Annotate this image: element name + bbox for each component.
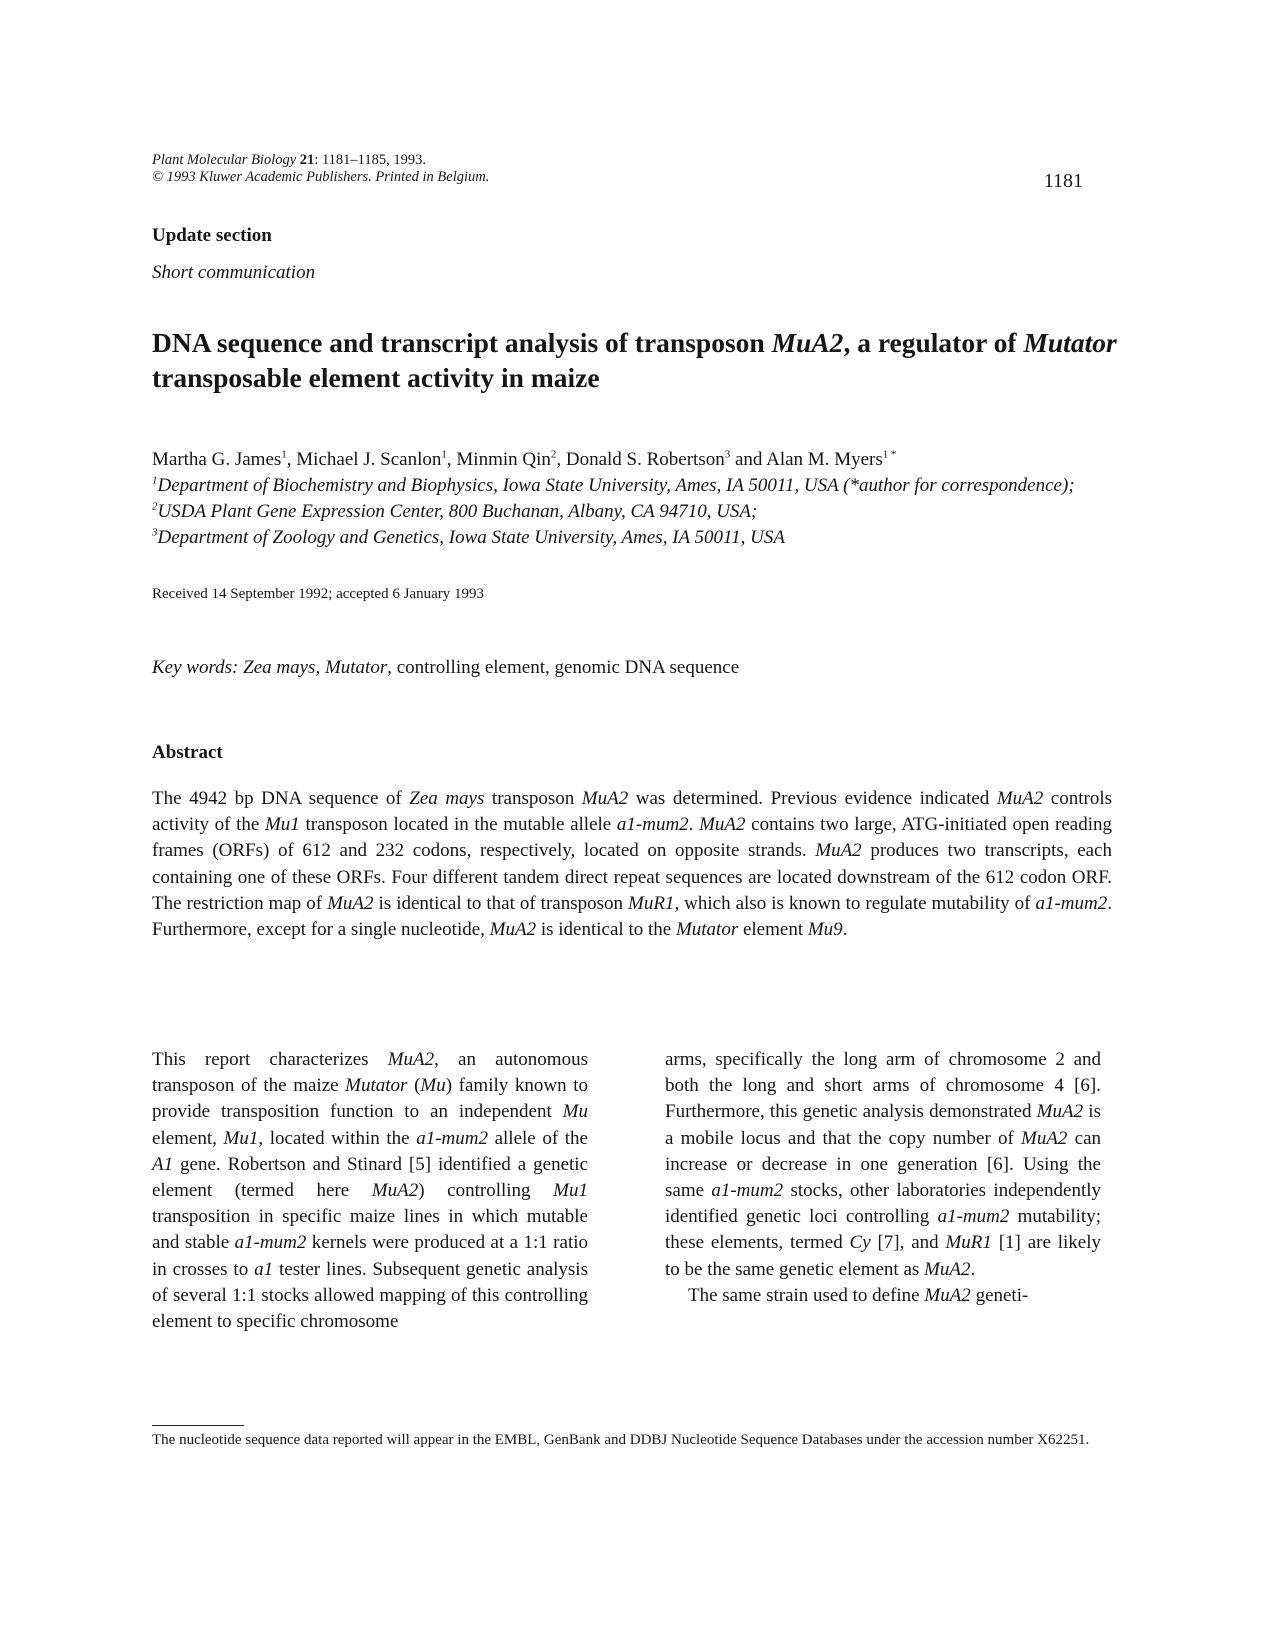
italic-term: MuA2 [996, 788, 1044, 809]
keyword-rest: , controlling element, genomic DNA sequence [387, 657, 740, 678]
body-paragraph: arms, specifically the long arm of chromosome 2 and both the long and short arms of chromosome 4 [6]. Furthermore, this genetic analysis demonstrated MuA2 is a mobile locus and that the copy number of MuA2 can increase or decrease in one generation [6]. Using the same a1-mum2 stocks, other laboratories independently identified genetic loci controlling a1-mum2 mutability; these elements, termed Cy [7], and MuR1 [1] are likely to be the same genetic element as MuA2. [665, 1049, 1101, 1280]
italic-term: MuA2 [581, 788, 629, 809]
abstract-text: The 4942 bp DNA sequence of Zea mays transposon MuA2 was determined. Previous evidence indicated MuA2 controls activity of the Mu1 transposon located in the mutable allele a1-mum2. MuA2 contains two large, ATG-initiated open reading frames (ORFs) of 612 and 232 codons, respectively, located on opposite strands. MuA2 produces two transcripts, each containing one of these ORFs. Four different tandem direct repeat sequences are located downstream of the 612 codon ORF. The restriction map of MuA2 is identical to that of transposon MuR1, which also is known to regulate mutability of a1-mum2. Furthermore, except for a single nucleotide, MuA2 is identical to the Mutator element Mu9. [152, 788, 1113, 941]
italic-term: Mu1 [264, 814, 300, 836]
footnote: The nucleotide sequence data reported will appear in the EMBL, GenBank and DDBJ Nucleotide Sequence Databases under the accession number X62251. [152, 1432, 1090, 1448]
affil-sup: 3 [152, 526, 158, 539]
keywords [152, 657, 739, 679]
abstract-heading: Abstract [152, 742, 223, 763]
keyword-italic: Mutator [324, 657, 388, 678]
page-number: 1181 [1043, 170, 1083, 192]
title-text-2: , a regulator of [843, 327, 1024, 358]
italic-term: Mu [420, 1075, 446, 1097]
title-text-1: DNA sequence and transcript analysis of transposon [152, 327, 772, 358]
italic-term: MuR1 [628, 892, 675, 914]
journal-citation [152, 152, 489, 186]
italic-term: MuA2 [327, 892, 374, 914]
title-italic-1: MuA2 [771, 327, 844, 358]
journal-line-1 [152, 152, 489, 169]
affiliation-3: Department of Zoology and Genetics, Iowa State University, Ames, IA 50011, USA [157, 527, 785, 548]
italic-term: MuA2 [924, 1284, 971, 1306]
author-sup: 1 [281, 448, 287, 461]
author-name: Minmin Qin [456, 449, 551, 470]
journal-volume: 21 [299, 152, 315, 168]
italic-term: MuA2 [371, 1180, 419, 1202]
italic-term: MuA2 [1021, 1127, 1068, 1149]
body-column-right [665, 1047, 1101, 1309]
italic-term: Zea mays [409, 788, 485, 809]
paper-title [152, 325, 1122, 395]
body-column-left [152, 1047, 588, 1335]
italic-term: A1 [152, 1153, 174, 1175]
title-italic-2: Mutator [1023, 327, 1117, 358]
italic-term: Mu1 [553, 1180, 588, 1202]
italic-term: a1-mum2 [711, 1180, 784, 1202]
section-heading: Update section [152, 225, 272, 246]
italic-term: MuA2 [815, 840, 862, 862]
keyword-italic: Zea mays [243, 657, 316, 678]
body-paragraph: This report characterizes MuA2, an autonomous transposon of the maize Mutator (Mu) family known to provide transposition function to an independent Mu element, Mu1, located within the a1-mum2 allele of the A1 gene. Robertson and Stinard [5] identified a genetic element (termed here MuA2) controlling Mu1 transposition in specific maize lines in which mutable and stable a1-mum2 kernels were produced at a 1:1 ratio in crosses to a1 tester lines. Subsequent genetic analysis of several 1:1 stocks allowed mapping of this controlling element to specific chromosome [152, 1049, 588, 1333]
journal-name: Plant Molecular Biology [152, 152, 297, 168]
italic-term: MuA2 [699, 814, 746, 836]
affiliation-1: Department of Biochemistry and Biophysics, Iowa State University, Ames, IA 50011, USA (*author for correspondence); [157, 475, 1075, 496]
italic-term: Mu [562, 1101, 588, 1123]
affil-sup: 1 [152, 474, 158, 487]
italic-term: Mu9 [807, 919, 843, 941]
affil-sup: 2 [152, 500, 158, 513]
received-dates: Received 14 September 1992; accepted 6 January 1993 [152, 586, 484, 602]
author-conjunction: and [734, 449, 763, 470]
italic-term: a1-mum2 [1035, 892, 1108, 914]
italic-term: MuA2 [489, 919, 537, 941]
italic-term: a1-mum2 [416, 1127, 488, 1149]
keywords-label: Key words: [152, 657, 239, 678]
italic-term: MuA2 [1036, 1101, 1084, 1123]
italic-term: MuA2 [387, 1049, 435, 1070]
subsection-heading: Short communication [152, 262, 316, 283]
italic-term: a1-mum2 [616, 814, 689, 836]
title-text-3: transposable element activity in maize [152, 362, 600, 393]
affiliations [152, 473, 1102, 551]
author-sup: 3 [724, 448, 731, 461]
author-sup: 1 [441, 448, 447, 461]
italic-term: a1-mum2 [234, 1232, 307, 1254]
italic-term: Mutator [675, 919, 739, 941]
italic-term: MuR1 [945, 1232, 992, 1254]
author-list: Martha G. James$^1$, Michael J. Scanlon$^1$, Minmin Qin$^2$, Donald S. Robertson$^3$ and Alan M. Myers$^{1 *}$ [152, 448, 897, 470]
footnote-rule [152, 1425, 244, 1426]
italic-term: Cy [849, 1232, 871, 1254]
italic-term: Mu1 [223, 1127, 259, 1149]
author-block [152, 447, 1102, 551]
italic-term: MuA2 [924, 1258, 971, 1280]
author-name: Michael J. Scanlon [296, 449, 442, 470]
author-sup: 2 [550, 448, 557, 461]
affiliation-2: USDA Plant Gene Expression Center, 800 Buchanan, Albany, CA 94710, USA; [157, 501, 758, 522]
body-paragraph: The same strain used to define MuA2 geneti- [688, 1284, 1029, 1306]
journal-pages: : 1181–1185, 1993. [314, 152, 426, 168]
italic-term: a1-mum2 [937, 1206, 1010, 1228]
author-name: Donald S. Robertson [565, 449, 725, 470]
author-name: Alan M. Myers [766, 449, 883, 470]
italic-term: Mutator [345, 1075, 408, 1097]
author-sup: 1 * [882, 448, 897, 461]
keyword-sep: , [315, 657, 325, 678]
copyright-line: © 1993 Kluwer Academic Publishers. Printed in Belgium. [152, 169, 490, 185]
author-name: Martha G. James [152, 449, 282, 470]
italic-term: a1 [254, 1258, 274, 1280]
